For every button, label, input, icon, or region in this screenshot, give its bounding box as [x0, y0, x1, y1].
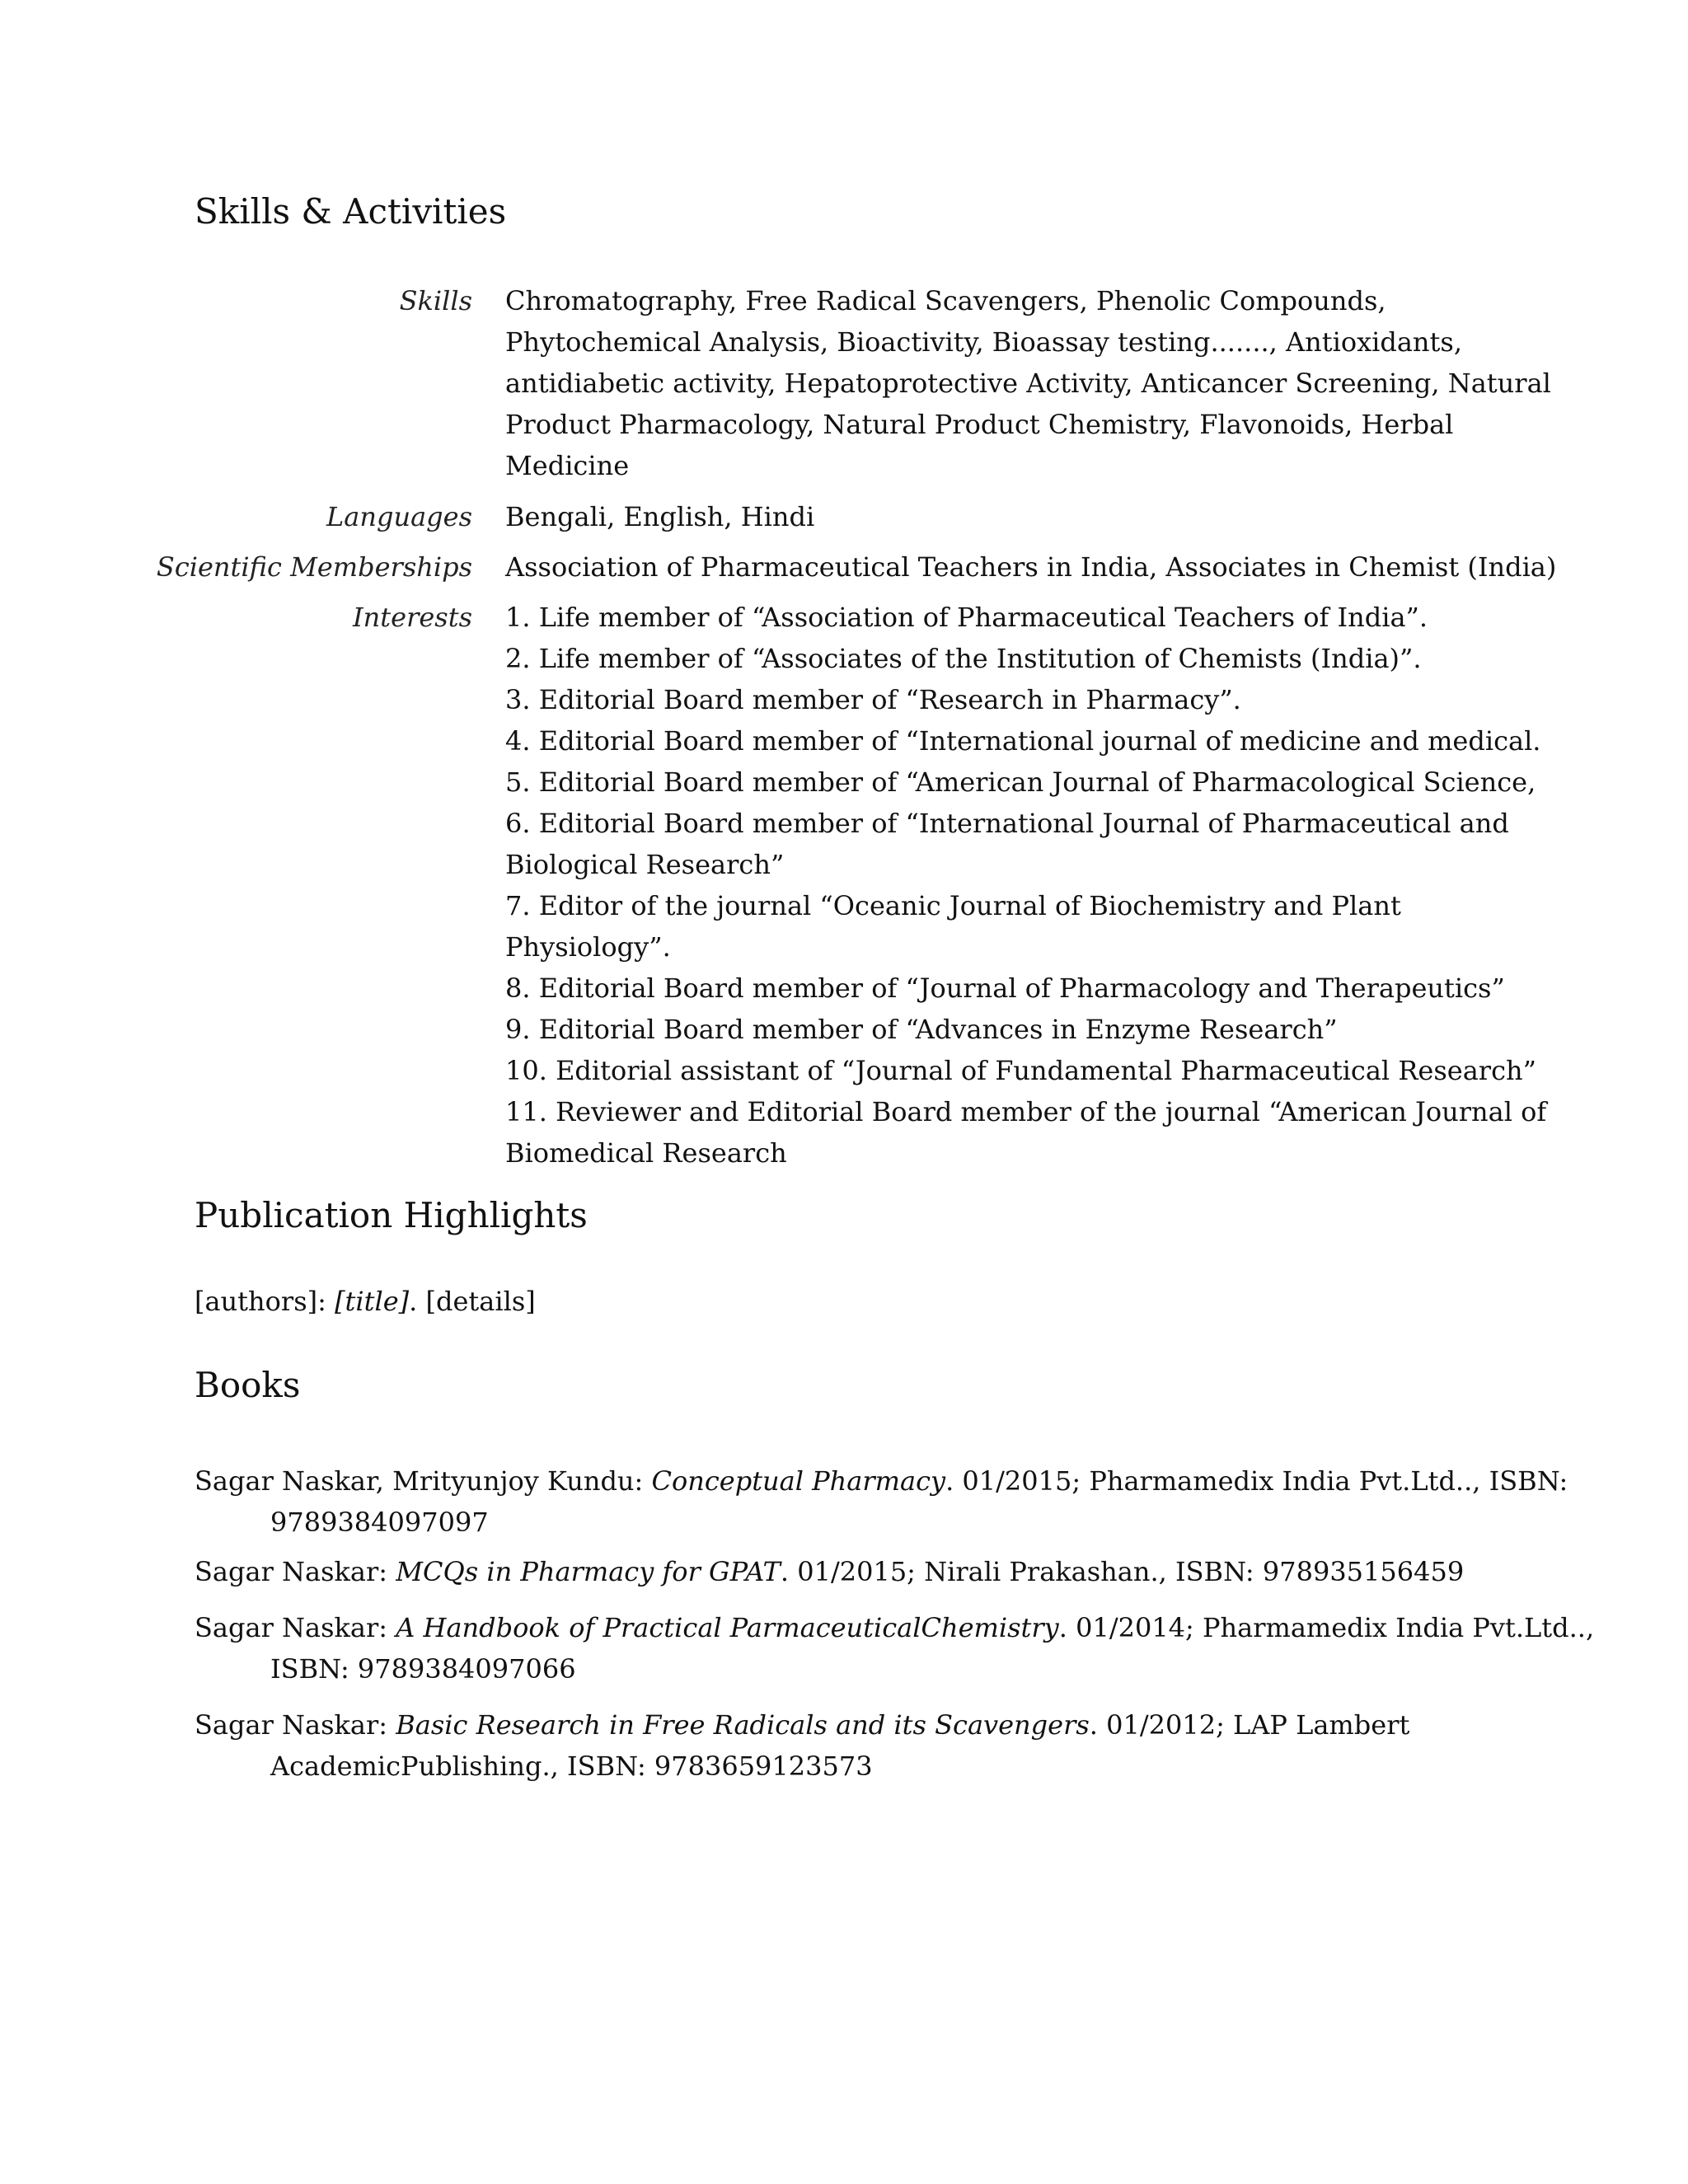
book-details: . 01/2012; LAP Lambert [1089, 1709, 1410, 1741]
book-entry [195, 1460, 1568, 1543]
book-authors: Sagar Naskar: [195, 1556, 388, 1587]
book-authors: Sagar Naskar, Mrityunjoy Kundu: [195, 1465, 644, 1497]
languages-value [505, 496, 1470, 537]
book-entry [195, 1551, 1480, 1592]
publication-title: [title] [335, 1286, 410, 1317]
book-title: MCQs in Pharmacy for GPAT [396, 1556, 781, 1587]
interest-line: 9. Editorial Board member of “Advances in Enzyme Research” [505, 1014, 1338, 1045]
book-title: Conceptual Pharmacy [651, 1465, 946, 1497]
skills-value [505, 280, 1551, 486]
interests-value [505, 597, 1547, 1174]
skills-line: Chromatography, Free Radical Scavengers, Phenolic Compounds, [505, 285, 1386, 316]
languages-line: Bengali, English, Hindi [505, 501, 815, 532]
interest-line: 7. Editor of the journal “Oceanic Journal of Biochemistry and Plant [505, 890, 1401, 921]
interests-label: Interests [353, 602, 472, 633]
publications-section-title: Publication Highlights [195, 1195, 588, 1235]
interest-line: Physiology”. [505, 931, 671, 963]
interest-line: 4. Editorial Board member of “International journal of medicine and medical. [505, 725, 1541, 757]
interest-line: 10. Editorial assistant of “Journal of Fundamental Pharmaceutical Research” [505, 1055, 1536, 1086]
skills-line: Product Pharmacology, Natural Product Chemistry, Flavonoids, Herbal [505, 409, 1454, 440]
book-details: . 01/2015; Nirali Prakashan., ISBN: 978935156459 [780, 1556, 1465, 1587]
memberships-label: Scientific Memberships [156, 551, 472, 583]
publication-entry [195, 1281, 536, 1322]
interest-line: 3. Editorial Board member of “Research in Pharmacy”. [505, 684, 1241, 715]
book-details-continued: 9789384097097 [270, 1507, 489, 1538]
book-title: Basic Research in Free Radicals and its Scavengers [396, 1709, 1090, 1741]
skills-line: Phytochemical Analysis, Bioactivity, Bioassay testing......., Antioxidants, [505, 326, 1462, 358]
interest-line: 11. Reviewer and Editorial Board member of the journal “American Journal of [505, 1096, 1547, 1127]
interest-line: Biological Research” [505, 849, 785, 880]
interest-line: 1. Life member of “Association of Pharmaceutical Teachers of India”. [505, 602, 1428, 633]
interest-line: 2. Life member of “Associates of the Institution of Chemists (India)”. [505, 643, 1422, 674]
book-authors: Sagar Naskar: [195, 1612, 388, 1643]
interest-line: 6. Editorial Board member of “International Journal of Pharmaceutical and [505, 808, 1509, 839]
memberships-line: Association of Pharmaceutical Teachers in India, Associates in Chemist (India) [505, 551, 1557, 583]
book-details-continued: ISBN: 9789384097066 [270, 1653, 576, 1685]
book-entry [195, 1704, 1480, 1787]
memberships-value [505, 546, 1557, 588]
book-details: . 01/2014; Pharmamedix India Pvt.Ltd.., [1058, 1612, 1595, 1643]
book-details-continued: AcademicPublishing., ISBN: 9783659123573 [270, 1750, 873, 1782]
interest-line: 5. Editorial Board member of “American Journal of Pharmacological Science, [505, 766, 1536, 798]
publication-authors: [authors]: [195, 1286, 326, 1317]
book-title: A Handbook of Practical ParmaceuticalChemistry [396, 1612, 1059, 1643]
book-authors: Sagar Naskar: [195, 1709, 388, 1741]
book-entry [195, 1607, 1595, 1690]
skills-line: antidiabetic activity, Hepatoprotective Activity, Anticancer Screening, Natural [505, 368, 1551, 399]
publication-details: . [details] [409, 1286, 536, 1317]
languages-label: Languages [326, 501, 472, 532]
skills-section-title: Skills & Activities [195, 191, 507, 232]
interest-line: Biomedical Research [505, 1137, 787, 1169]
skills-line: Medicine [505, 450, 630, 481]
books-section-title: Books [195, 1365, 301, 1405]
skills-label: Skills [399, 285, 472, 316]
interest-line: 8. Editorial Board member of “Journal of Pharmacology and Therapeutics” [505, 972, 1505, 1004]
book-details: . 01/2015; Pharmamedix India Pvt.Ltd.., ISBN: [945, 1465, 1568, 1497]
